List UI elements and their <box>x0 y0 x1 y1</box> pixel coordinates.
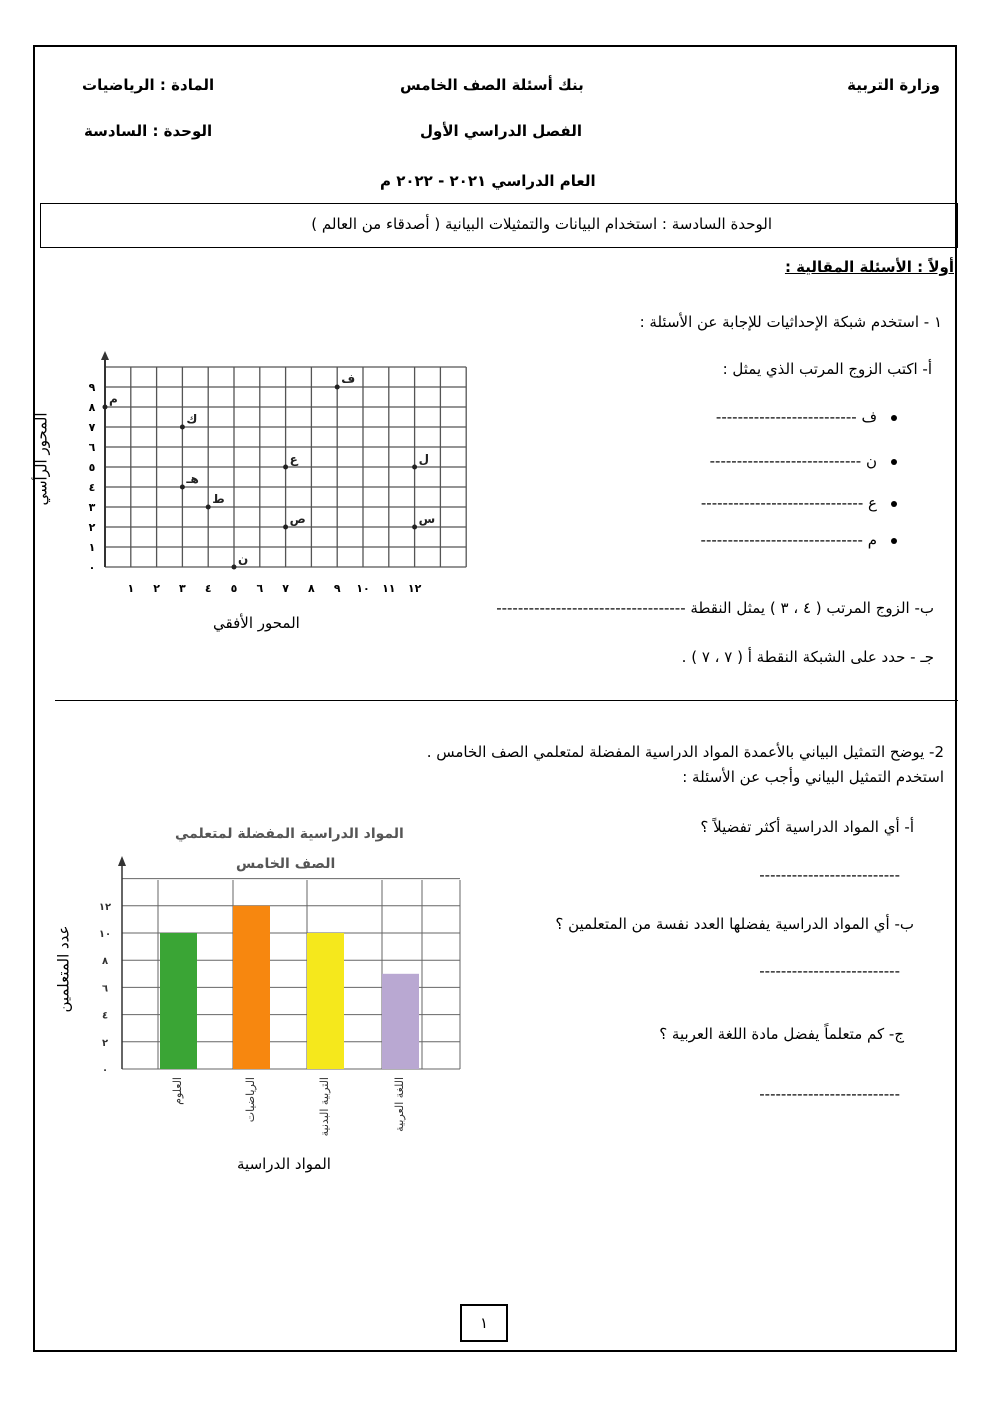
x-tick-label: ١١ <box>382 582 396 595</box>
x-tick-label: ٥ <box>230 582 238 595</box>
section-title: أولاً : الأسئلة المقالية : <box>784 258 954 276</box>
chart-title-line1: المواد الدراسية المفضلة لمتعلمي <box>175 826 404 842</box>
bar-1 <box>160 933 197 1069</box>
q1b: ب- الزوج المرتب ( ٤ ، ٣ ) يمثل النقطة ----------------------------------- <box>496 599 934 617</box>
category-label: العلوم <box>171 1077 184 1105</box>
q2a-answer[interactable]: -------------------------- <box>759 866 900 884</box>
school-year: العام الدراسي ٢٠٢١ - ٢٠٢٢ م <box>380 172 596 190</box>
answer-blank[interactable]: ---------------------------- <box>709 452 862 470</box>
y-tick-label: ٦ <box>88 441 96 454</box>
bank-title: بنك أسئلة الصف الخامس <box>400 76 584 94</box>
y-tick-label: ٣ <box>88 501 96 514</box>
q2b-answer[interactable]: -------------------------- <box>759 962 900 980</box>
bar-3 <box>307 933 344 1069</box>
answer-blank[interactable]: ------------------------------ <box>700 494 864 512</box>
chart-x-label: المواد الدراسية <box>237 1155 331 1173</box>
q2b: ب- أي المواد الدراسية يفضلها العدد نفسة من المتعلمين ؟ <box>555 915 914 933</box>
x-tick-label: ٣ <box>179 582 186 595</box>
q2-prompt: 2- يوضح التمثيل البياني بالأعمدة المواد الدراسية المفضلة لمتعلمي الصف الخامس . <box>426 743 944 761</box>
point-label: ص <box>289 512 306 526</box>
x-tick-label: ٦ <box>256 582 264 595</box>
x-tick-label: ٤ <box>204 582 212 595</box>
page-number: ١ <box>460 1304 508 1342</box>
q1a-prompt: أ- اكتب الزوج المرتب الذي يمثل : <box>722 360 932 378</box>
grid-point <box>206 505 211 510</box>
y-tick-label: ٠ <box>88 561 96 574</box>
bar-2 <box>233 906 270 1069</box>
grid-point <box>283 525 288 530</box>
category-label: اللغة العربية <box>393 1077 406 1132</box>
y-axis-label: المحور الرأسي <box>32 412 51 506</box>
y-tick-label: ٥ <box>88 461 96 474</box>
point-label: ع <box>289 452 298 466</box>
y-tick-label: ٦ <box>101 983 109 995</box>
item-label: ن <box>865 452 877 470</box>
section-divider <box>55 700 958 701</box>
grid-point <box>412 465 417 470</box>
y-tick-label: ١٢ <box>98 901 112 913</box>
point-label: ل <box>418 452 430 466</box>
y-tick-label: ٩ <box>88 381 96 394</box>
x-tick-label: ١٢ <box>407 582 422 595</box>
y-tick-label: ٧ <box>88 421 96 434</box>
x-tick-label: ١٠ <box>356 582 370 595</box>
y-axis-arrow <box>118 856 126 866</box>
item-label: ف <box>861 408 877 426</box>
grid-point <box>283 465 288 470</box>
y-tick-label: ٤ <box>88 481 96 494</box>
grid-point <box>180 425 185 430</box>
x-tick-label: ٨ <box>308 582 315 595</box>
x-tick-label: ١ <box>127 582 135 595</box>
point-label: م <box>109 392 118 406</box>
grid-point <box>412 525 417 530</box>
y-tick-label: ٤ <box>101 1010 109 1022</box>
chart-y-label: عدد المتعلمين <box>54 925 73 1013</box>
unit-label: الوحدة : السادسة <box>84 122 213 140</box>
x-tick-label: ٧ <box>282 582 289 595</box>
x-tick-label: ٩ <box>333 582 341 595</box>
semester-label: الفصل الدراسي الأول <box>420 122 582 140</box>
grid-point <box>232 565 237 570</box>
chart-title-line2: الصف الخامس <box>236 856 336 872</box>
point-label: ط <box>212 492 225 506</box>
y-tick-label: ٨ <box>101 956 109 968</box>
bar-4 <box>382 974 419 1069</box>
y-tick-label: ٢ <box>88 521 96 534</box>
coordinate-grid[interactable] <box>0 0 992 700</box>
q2c-answer[interactable]: -------------------------- <box>759 1085 900 1103</box>
y-axis-arrow <box>101 351 109 360</box>
answer-blank[interactable]: ------------------------------ <box>700 531 863 549</box>
point-label: هـ <box>186 472 199 486</box>
grid-point <box>180 485 185 490</box>
q2c: ج- كم متعلماً يفضل مادة اللغة العربية ؟ <box>659 1025 904 1043</box>
x-axis-label: المحور الأفقي <box>213 614 300 632</box>
item-label: م <box>867 531 877 549</box>
y-tick-label: ٠ <box>101 1065 109 1076</box>
point-label: ف <box>341 372 356 386</box>
x-tick-label: ٢ <box>153 582 160 595</box>
point-label: س <box>418 512 436 526</box>
q1c: جـ - حدد على الشبكة النقطة أ ( ٧ ، ٧ ) . <box>681 648 934 666</box>
q1-prompt: ١ - استخدم شبكة الإحداثيات للإجابة عن الأسئلة : <box>639 313 942 331</box>
grid-point <box>103 405 108 410</box>
y-tick-label: ٢ <box>101 1037 109 1049</box>
unit-title: الوحدة السادسة : استخدام البيانات والتمثيلات البيانية ( أصدقاء من العالم ) <box>311 215 772 233</box>
y-tick-label: ١ <box>88 541 96 554</box>
category-label: التربية البدنية <box>318 1077 331 1137</box>
point-label: ن <box>238 552 249 566</box>
category-label: الرياضيات <box>244 1077 257 1123</box>
q2-instruction: استخدم التمثيل البياني وأجب عن الأسئلة : <box>682 768 944 786</box>
q2a: أ- أي المواد الدراسية أكثر تفضيلاً ؟ <box>700 818 914 836</box>
y-tick-label: ٨ <box>88 401 96 414</box>
answer-blank[interactable]: -------------------------- <box>715 408 857 426</box>
point-label: ك <box>186 412 198 426</box>
item-label: ع <box>868 494 877 512</box>
ministry-name: وزارة التربية <box>847 76 940 94</box>
y-tick-label: ١٠ <box>98 929 112 940</box>
subject-label: المادة : الرياضيات <box>82 76 215 94</box>
grid-point <box>335 385 340 390</box>
